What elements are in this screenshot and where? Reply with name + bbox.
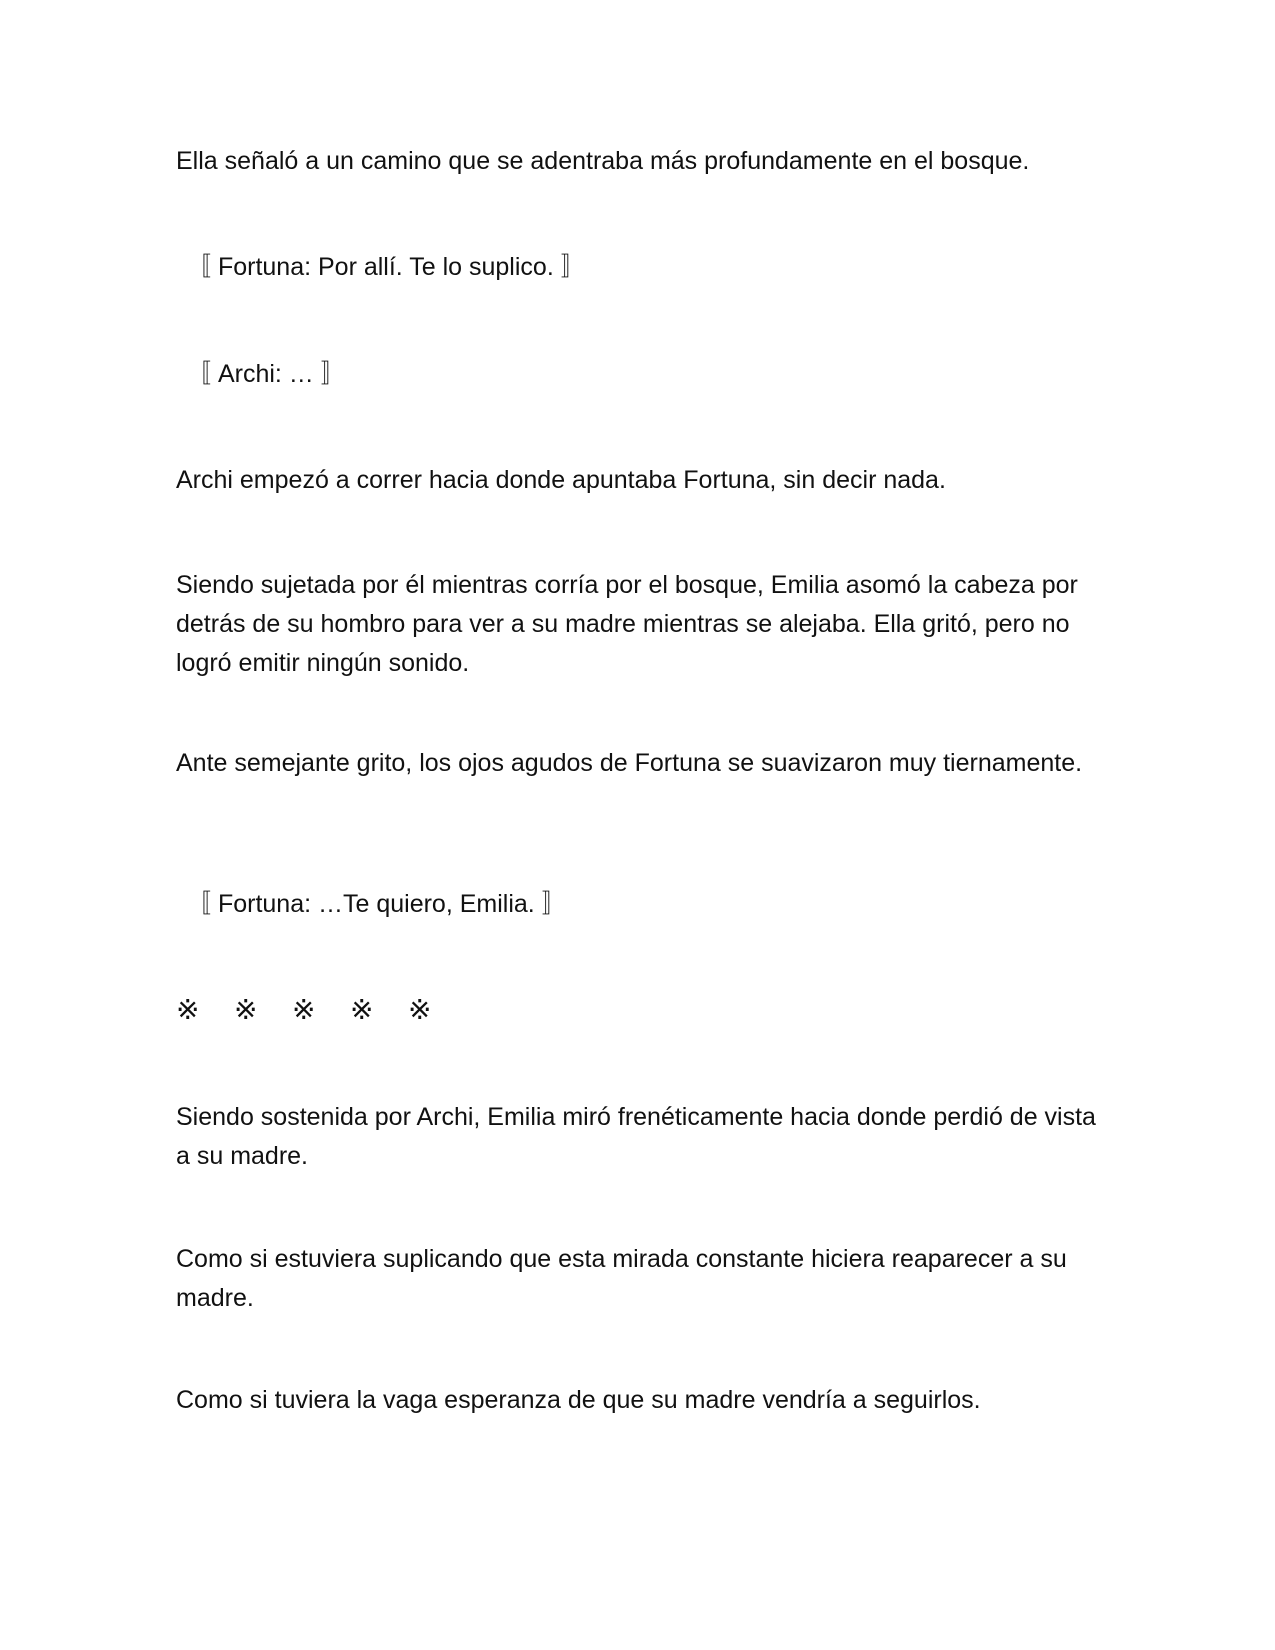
paragraph-narration-4: Ante semejante grito, los ojos agudos de Fortuna se suavizaron muy tiernamente. [176, 749, 1083, 777]
paragraph-narration-1: Ella señaló a un camino que se adentraba más profundamente en el bosque. [176, 147, 1030, 175]
scene-separator [176, 990, 1096, 1031]
paragraph-narration-2: Archi empezó a correr hacia donde apuntaba Fortuna, sin decir nada. [176, 466, 946, 494]
reference-mark-icon: ※ [176, 994, 200, 1025]
paragraph-narration-6: Como si estuviera suplicando que esta mirada constante hiciera reaparecer a su madre. [176, 1245, 1067, 1312]
dialogue-fortuna-1: 〚 Fortuna: Por allí. Te lo suplico. 〛 [186, 253, 586, 281]
dialogue-fortuna-2: 〚 Fortuna: …Te quiero, Emilia. 〛 [186, 890, 567, 918]
paragraph-narration-3: Siendo sujetada por él mientras corría por el bosque, Emilia asomó la cabeza por detrás de su hombro para ver a su madre mientras se alejaba. Ella gritó, pero no logró emitir ningún sonido. [176, 571, 1078, 677]
reference-mark-icon: ※ [408, 994, 432, 1025]
paragraph-narration-5: Siendo sostenida por Archi, Emilia miró frenéticamente hacia donde perdió de vista a su madre. [176, 1103, 1096, 1170]
dialogue-archi: 〚 Archi: … 〛 [186, 360, 346, 388]
reference-mark-icon: ※ [292, 994, 316, 1025]
reference-mark-icon: ※ [350, 994, 374, 1025]
paragraph-narration-7: Como si tuviera la vaga esperanza de que su madre vendría a seguirlos. [176, 1386, 981, 1414]
reference-mark-icon: ※ [234, 994, 258, 1025]
